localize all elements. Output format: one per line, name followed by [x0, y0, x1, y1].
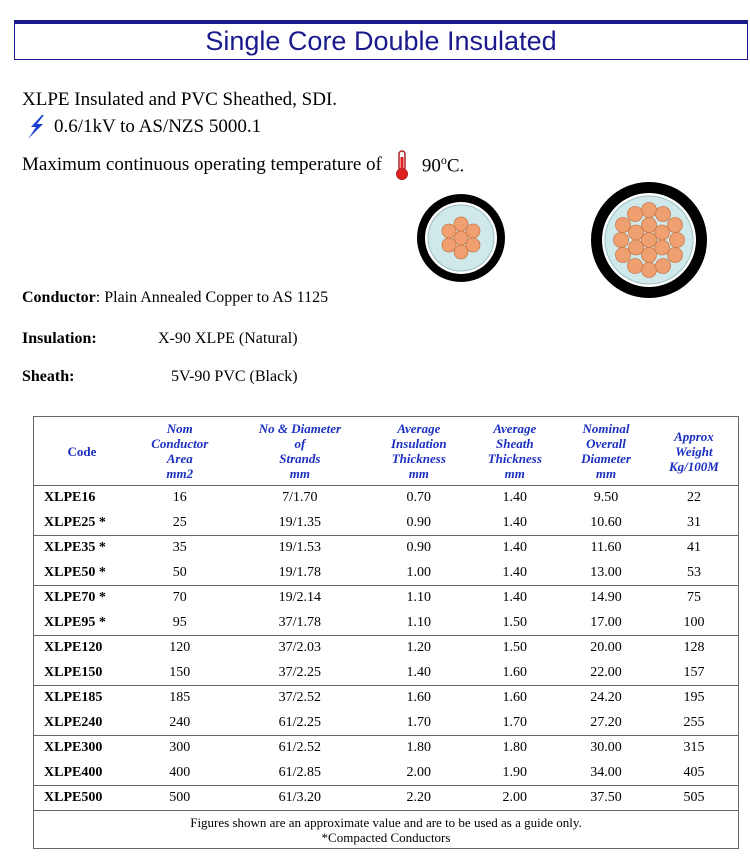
- cell-code: XLPE16: [44, 490, 96, 506]
- cell-area: 95: [172, 614, 187, 630]
- cell-code: XLPE35 *: [34, 536, 131, 561]
- header-diameter: Nominal Overall Diameter mm: [581, 421, 631, 481]
- footnote-compacted: *Compacted Conductors: [321, 830, 451, 845]
- cell-strands: 37/2.52: [230, 686, 371, 711]
- cell-insulation: 1.40: [406, 664, 432, 680]
- cell-sheath: 1.40: [502, 490, 528, 506]
- cell-sheath: 1.40: [502, 564, 528, 580]
- cell-code: XLPE70 *: [34, 586, 131, 611]
- cell-sheath: 2.00: [467, 786, 562, 811]
- temperature-value: 90$^o$C.: [421, 152, 465, 177]
- title-banner: [14, 20, 748, 60]
- cell-diameter: 13.00: [590, 564, 622, 580]
- cell-insulation: 1.60: [370, 686, 467, 711]
- cell-area: 500: [130, 786, 230, 811]
- header-strands: No & Diameter of Strands mm: [258, 421, 342, 481]
- cell-diameter: 9.50: [593, 490, 619, 506]
- cell-code: XLPE400: [44, 764, 103, 780]
- header-sheath: Average Sheath Thickness mm: [487, 421, 542, 481]
- header-insulation: Average Insulation Thickness mm: [390, 421, 447, 481]
- cell-insulation: 1.10: [406, 614, 432, 630]
- cell-insulation: 1.00: [406, 564, 432, 580]
- temperature-line: [22, 149, 464, 181]
- cell-strands: 37/2.25: [278, 664, 322, 680]
- cell-code: XLPE240: [44, 714, 103, 730]
- temperature-label: Maximum continuous operating temperature of: [22, 154, 382, 175]
- cell-weight: 195: [650, 686, 739, 711]
- sheath-label: Sheath:: [22, 368, 75, 385]
- cell-diameter: 27.20: [590, 714, 622, 730]
- cell-diameter: 34.00: [590, 764, 622, 780]
- cell-code: XLPE500: [34, 786, 131, 811]
- table-row: [34, 636, 739, 661]
- cell-weight: 255: [683, 714, 705, 730]
- cell-area: 150: [169, 664, 191, 680]
- cell-insulation: 1.80: [370, 736, 467, 761]
- table-row: [34, 611, 739, 636]
- cell-strands: 7/1.70: [282, 490, 318, 506]
- cell-strands: 19/1.35: [278, 514, 322, 530]
- cell-weight: 41: [650, 536, 739, 561]
- cell-weight: 128: [650, 636, 739, 661]
- cell-area: 50: [172, 564, 187, 580]
- voltage-rating: 0.6/1kV to AS/NZS 5000.1: [54, 116, 262, 137]
- table-row: [34, 761, 739, 786]
- cell-weight: 100: [683, 614, 705, 630]
- cell-insulation: 0.70: [406, 490, 432, 506]
- table-row: [34, 561, 739, 586]
- lightning-bolt-icon: [22, 114, 48, 140]
- small-cable-cross-section: [416, 193, 506, 283]
- conductor-label: Conductor: [22, 289, 96, 306]
- table-footer-row: [34, 811, 739, 849]
- cell-diameter: 10.60: [590, 514, 622, 530]
- cell-diameter: 14.90: [562, 586, 650, 611]
- cell-code: XLPE95 *: [44, 614, 106, 630]
- table-row: [34, 736, 739, 761]
- cell-area: 25: [172, 514, 187, 530]
- cell-area: 400: [169, 764, 191, 780]
- cell-area: 185: [130, 686, 230, 711]
- sheath-value: 5V-90 PVC (Black): [171, 368, 298, 385]
- table-footnote: [34, 811, 739, 849]
- cell-code: XLPE300: [34, 736, 131, 761]
- cell-area: 35: [130, 536, 230, 561]
- cell-strands: 19/2.14: [230, 586, 371, 611]
- cell-weight: 315: [650, 736, 739, 761]
- cable-description: XLPE Insulated and PVC Sheathed, SDI.: [22, 89, 338, 110]
- insulation-spec: [22, 330, 298, 348]
- sheath-spec: [22, 368, 298, 386]
- conductor-spec: [22, 289, 328, 307]
- cell-diameter: 22.00: [590, 664, 622, 680]
- cell-sheath: 1.60: [467, 686, 562, 711]
- conductor-value: : Plain Annealed Copper to AS 1125: [95, 289, 329, 306]
- cell-sheath: 1.40: [502, 514, 528, 530]
- cell-sheath: 1.50: [467, 636, 562, 661]
- cell-weight: 405: [683, 764, 705, 780]
- cell-sheath: 1.40: [467, 586, 562, 611]
- cell-weight: 505: [650, 786, 739, 811]
- cell-code: XLPE25 *: [44, 514, 106, 530]
- cell-weight: 31: [686, 514, 701, 530]
- table-header-row: [34, 417, 739, 486]
- cell-insulation: 1.70: [406, 714, 432, 730]
- cell-area: 70: [130, 586, 230, 611]
- cell-area: 300: [130, 736, 230, 761]
- cell-weight: 22: [686, 490, 701, 506]
- cell-sheath: 1.40: [467, 536, 562, 561]
- cell-area: 240: [169, 714, 191, 730]
- voltage-rating-line: [22, 114, 261, 140]
- footnote-approximate: Figures shown are an approximate value and are to be used as a guide only.: [190, 815, 582, 830]
- cell-code: XLPE50 *: [44, 564, 106, 580]
- cell-area: 120: [130, 636, 230, 661]
- header-weight: Approx Weight Kg/100M: [669, 428, 719, 474]
- cell-strands: 19/1.78: [278, 564, 322, 580]
- cell-insulation: 2.00: [406, 764, 432, 780]
- header-area: Nom Conductor Area mm2: [151, 421, 209, 481]
- cell-diameter: 17.00: [590, 614, 622, 630]
- table-row: [34, 486, 739, 511]
- cell-diameter: 20.00: [562, 636, 650, 661]
- insulation-value: X-90 XLPE (Natural): [158, 330, 298, 347]
- page-title: Single Core Double Insulated: [205, 26, 557, 56]
- cell-insulation: 0.90: [370, 536, 467, 561]
- cell-diameter: 24.20: [562, 686, 650, 711]
- cell-code: XLPE120: [34, 636, 131, 661]
- table-row: [34, 786, 739, 811]
- cell-diameter: 30.00: [562, 736, 650, 761]
- cell-weight: 157: [683, 664, 705, 680]
- cell-weight: 75: [650, 586, 739, 611]
- table-row: [34, 711, 739, 736]
- cell-code: XLPE150: [44, 664, 103, 680]
- cell-insulation: 0.90: [406, 514, 432, 530]
- header-code: Code: [67, 443, 97, 459]
- cell-diameter: 37.50: [562, 786, 650, 811]
- cell-diameter: 11.60: [562, 536, 650, 561]
- table-row: [34, 586, 739, 611]
- cell-insulation: 1.20: [370, 636, 467, 661]
- cable-spec-table: [33, 416, 739, 849]
- cell-sheath: 1.50: [502, 614, 528, 630]
- table-row: [34, 536, 739, 561]
- cell-strands: 19/1.53: [230, 536, 371, 561]
- cell-strands: 37/1.78: [278, 614, 322, 630]
- large-cable-cross-section: [580, 181, 718, 299]
- cell-sheath: 1.60: [502, 664, 528, 680]
- cell-code: XLPE185: [34, 686, 131, 711]
- cell-weight: 53: [686, 564, 701, 580]
- cell-strands: 61/2.52: [230, 736, 371, 761]
- cell-sheath: 1.70: [502, 714, 528, 730]
- cell-insulation: 1.10: [370, 586, 467, 611]
- cell-insulation: 2.20: [370, 786, 467, 811]
- insulation-label: Insulation:: [22, 330, 97, 347]
- cell-area: 16: [172, 490, 187, 506]
- table-row: [34, 511, 739, 536]
- cell-strands: 61/2.85: [278, 764, 322, 780]
- cell-strands: 61/2.25: [278, 714, 322, 730]
- table-row: [34, 686, 739, 711]
- thermometer-icon: [392, 149, 412, 181]
- cell-strands: 37/2.03: [230, 636, 371, 661]
- cell-strands: 61/3.20: [230, 786, 371, 811]
- cell-sheath: 1.80: [467, 736, 562, 761]
- cell-sheath: 1.90: [502, 764, 528, 780]
- table-row: [34, 661, 739, 686]
